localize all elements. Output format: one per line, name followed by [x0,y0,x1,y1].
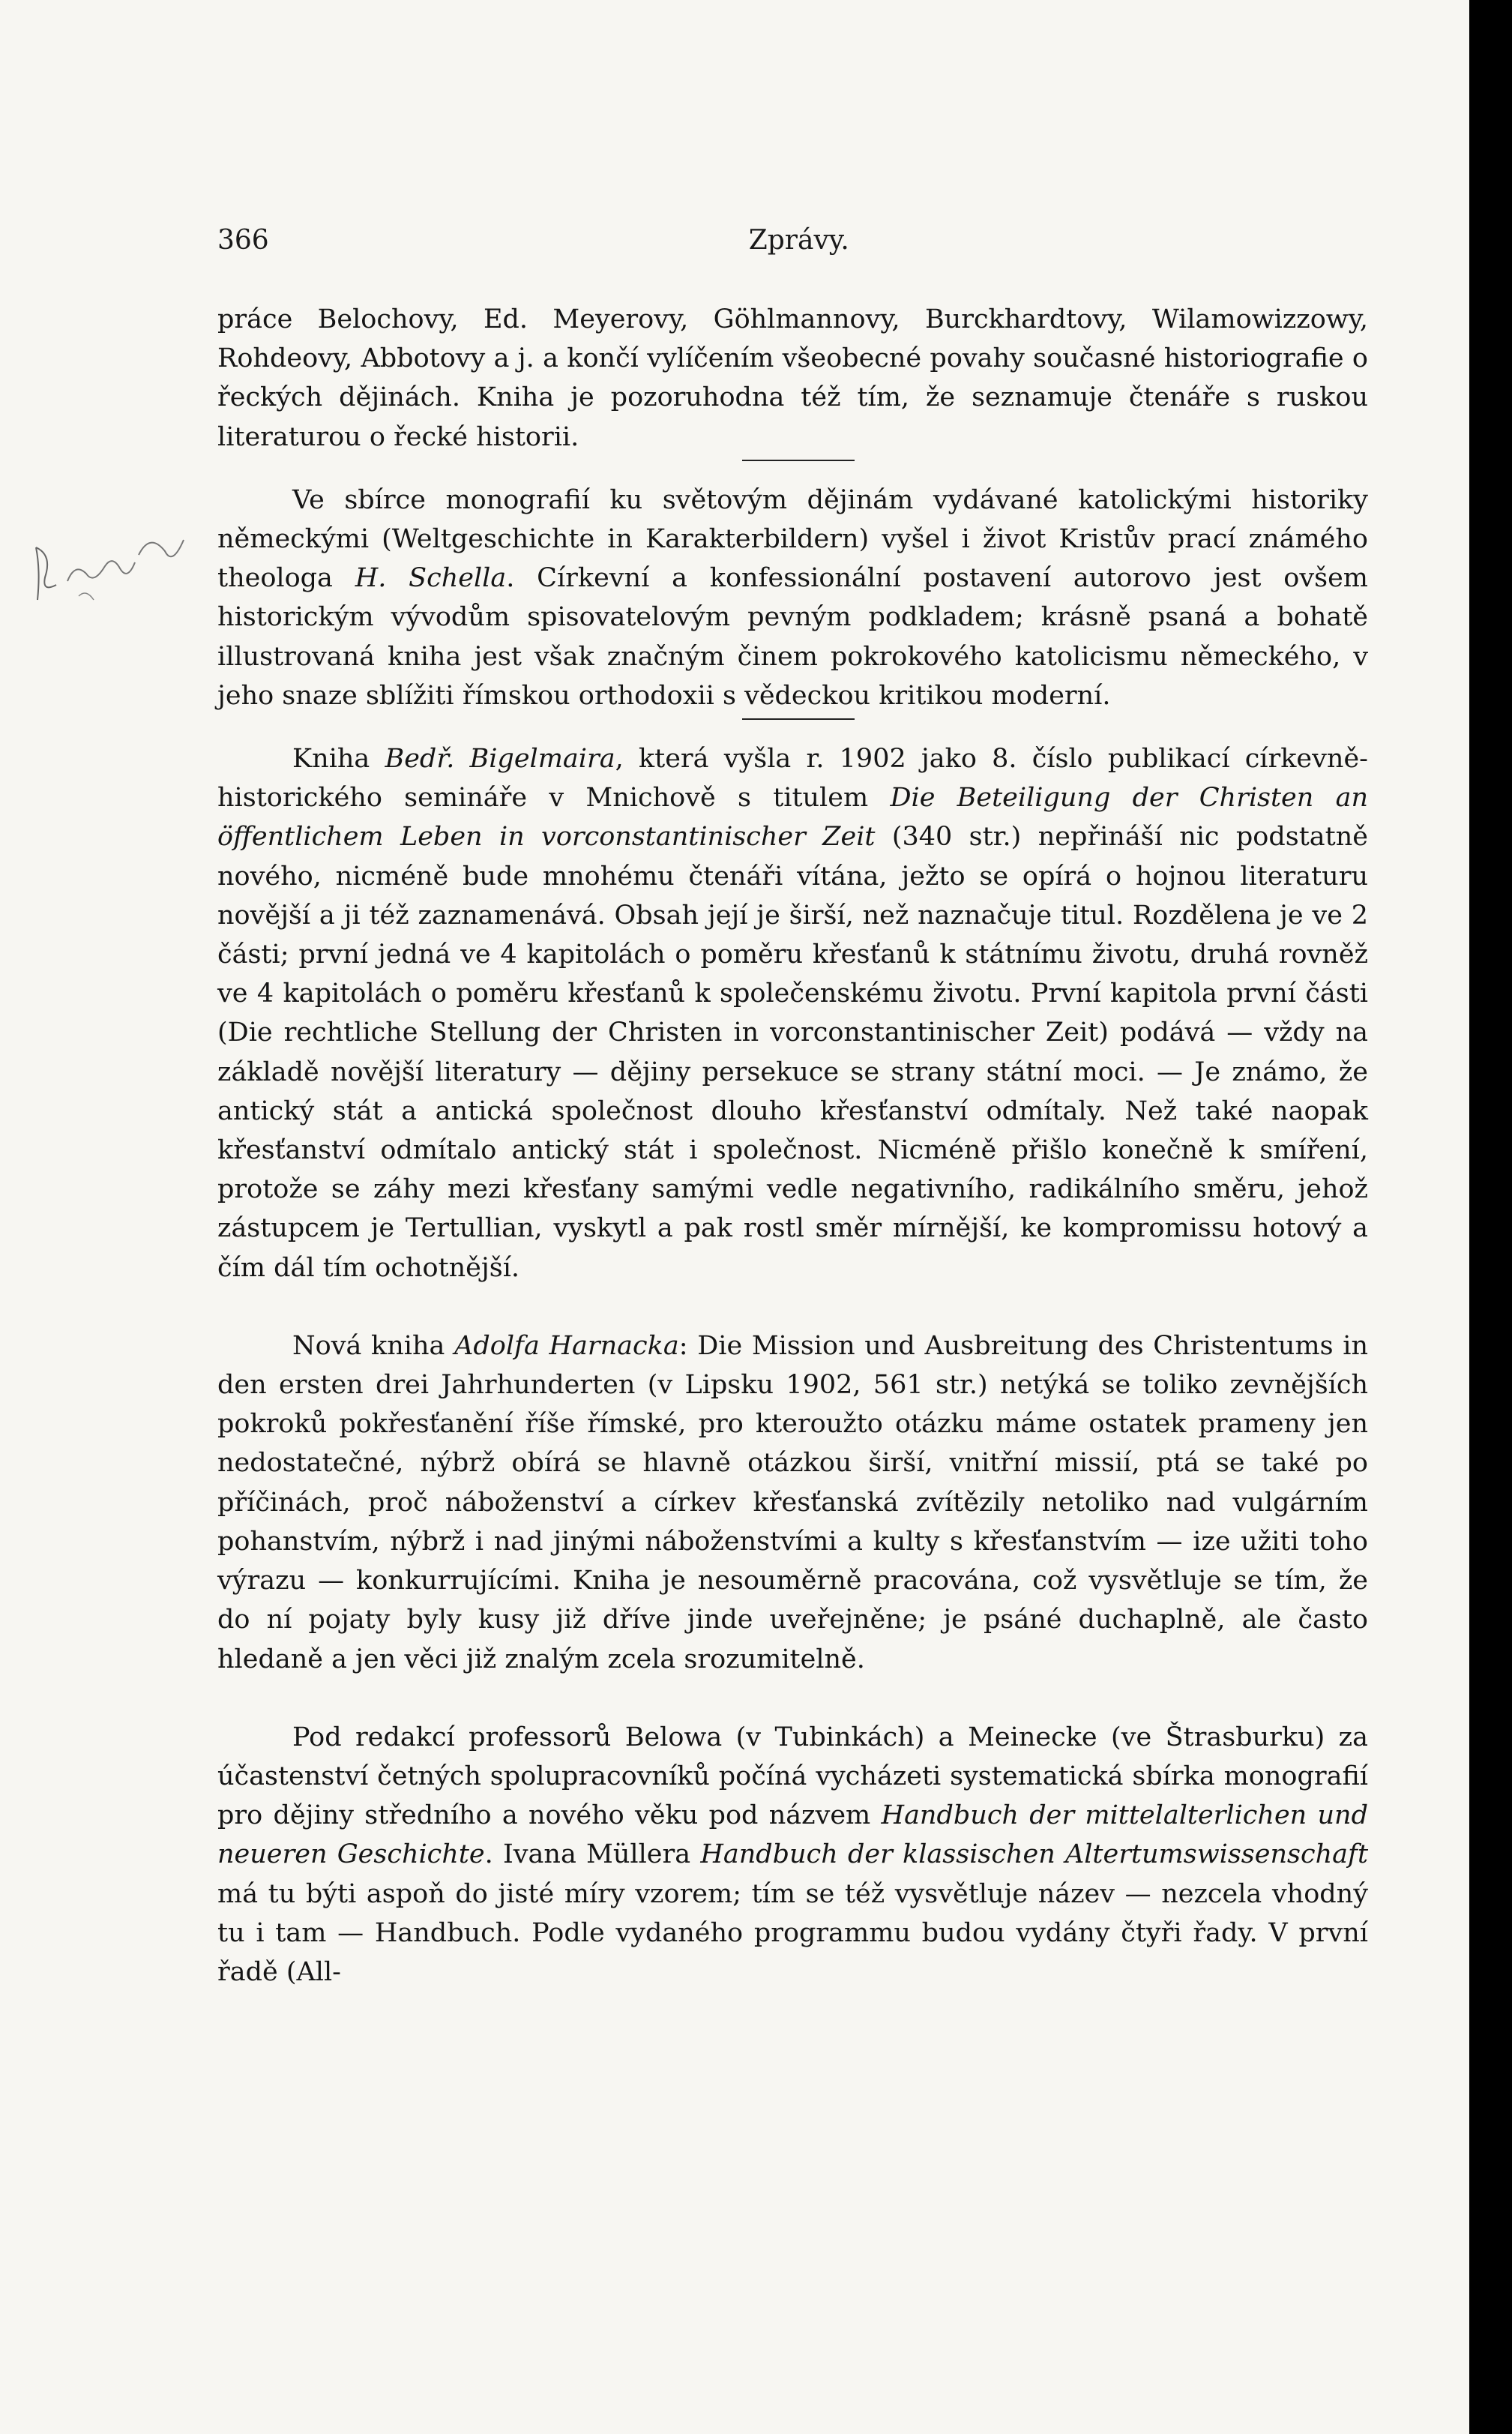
series-title-handbuch: Handbuch der mittelalterlichen und neueren Geschichte [217,1800,1368,1870]
paragraph-4-text-b: : Die Mission und Ausbreitung des Christentums in den ersten drei Jahrhunderten (v Lipsku 1902, 561 str.) netýká se toliko zevnějších pokroků pokřesťanění říše římské, pro kteroužto otázku máme ostatek prameny jen nedostatečné, nýbrž obírá se hlavně otázkou širší, vnitřní missií, ptá se také po příčinách, proč náboženství a církev křesťanská zvítězily netoliko nad vulgárním pohanstvím, nýbrž i nad jinými náboženstvími a kulty s křesťanstvím — ize užiti toho výrazu — konkurrujícími. Kniha je nesouměrně pracována, což vysvětluje se tím, že do ní pojaty byly kusy již dříve jinde uveřejněne; je psáné duchaplně, ale často hledaně a jen věci již znalým zcela srozumitelně. [217,1330,1368,1674]
paragraph-5-text-b: . Ivana Müllera [484,1839,701,1870]
page-number: 366 [217,225,269,256]
paragraph-3-text-c: (340 str.) nepřináší nic podstatně nového, nicméně bude mnohému čtenáři vítána, ježto se opírá o hojnou literaturu novější a ji též zaznamenává. Obsah její je širší, než naznačuje titul. Rozdělena je ve 2 části; první jedná ve 4 kapitolách o poměru křesťanů k státnímu životu, druhá rovněž ve 4 kapitolách o poměru křesťanů k společenskému životu. První kapitola první části (Die rechtliche Stellung der Christen in vorconstantinischer Zeit) podává — vždy na základě novější literatury — dějiny persekuce se strany státní moci. — Je známo, že antický stát a antická společnost dlouho křesťanství odmítaly. Než také naopak křesťanství odmítalo antický stát i společnost. Nicméně přišlo konečně k smíření, protože se záhy mezi křesťany samými vedle negativního, radikálního směru, jehož zástupcem je Tertullian, vyskytl a pak rostl směr mírnější, ke kompromissu hotový a čím dál tím ochotnější. [217,822,1368,1283]
author-schell: H. Schella [355,563,507,594]
spacer [217,1287,1368,1326]
paragraph-1: práce Belochovy, Ed. Meyerovy, Göhlmannovy, Burckhardtovy, Wilamowizzowy, Rohdeovy, Abbotovy a j. a končí vylíčením všeobecné povahy současné historiografie o řeckých dějinách. Kniha je pozoruhodna též tím, že seznamuje čtenáře s ruskou literaturou o řecké historii. [217,304,1368,452]
paragraph-5 [217,1718,1368,1992]
spacer [217,720,1368,739]
running-header [217,225,1368,264]
spacer [217,461,1368,481]
paragraph-3 [217,739,1368,1287]
margin-note-icon [22,510,210,615]
ref-title-mueller: Handbuch der klassischen Altertumswissenschaft [700,1839,1369,1870]
paragraph-4-text-a: Nová kniha [292,1330,455,1361]
paragraph-3-text-b: , která vyšla r. 1902 jako 8. číslo publikací církevně-historického semináře v Mnichově s titulem [217,744,1369,814]
spacer [217,1679,1368,1718]
paragraph-5-text-c: má tu býti aspoň do jisté míry vzorem; tím se též vysvětluje název — nezcela vhodný tu i tam — Handbuch. Podle vydaného programmu budou vydány čtyři řady. V první řadě (All- [217,1878,1368,1987]
page-content [217,225,1368,1992]
paragraph-3-text-a: Kniha [292,744,385,775]
paragraph-5-text-a: Pod redakcí professorů Belowa (v Tubinkách) a Meinecke (ve Štrasburku) za účastenství četných spolupracovníků počíná vycházeti systematická sbírka monografií pro dějiny středního a nového věku pod názvem [217,1722,1368,1831]
author-bigelmair: Bedř. Bigelmaira [385,744,615,775]
running-title: Zprávy. [748,225,849,256]
paragraph-2-text-b: . Církevní a konfessionální postavení autorovo jest ovšem historickým vývodům spisovatelovým pevným podkladem; krásně psaná a bohatě illustrovaná kniha jest však značným činem pokrokového katolicismu německého, v jeho snaze sblížiti římskou orthodoxii s vědeckou kritikou moderní. [217,563,1368,711]
paragraph-2 [217,481,1368,715]
author-harnack: Adolfa Harnacka [454,1330,679,1361]
paragraph-2-text-a: Ve sbírce monografií ku světovým dějinám vydávané katolickými historiky německými (Weltgeschichte in Karakterbildern) vyšel i život Kristův prací známého theologa [217,484,1368,594]
paragraph-4 [217,1326,1368,1679]
book-title-beteiligung: Die Beteiligung der Christen an öffentlichem Leben in vorconstantinischer Zeit [217,783,1368,853]
